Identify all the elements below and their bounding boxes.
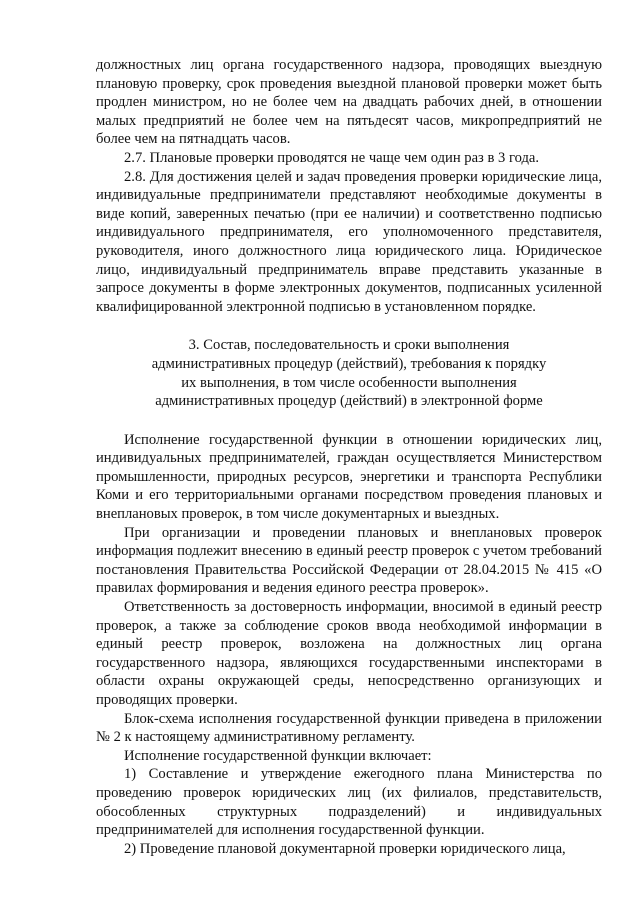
paragraph-item-1: 1) Составление и утверждение ежегодного плана Министерства по проведению проверок юридических лиц (их филиалов, представительств, обособленных структурных подразделений) и индивидуальных предпринимателей для исполнения государственной функции.: [96, 766, 602, 839]
paragraph-continuation: должностных лиц органа государственного надзора, проводящих выездную плановую проверку, срок проведения выездной плановой проверки может быть продлен министром, но не более чем на двадцать рабочих дней, в отношении малых предприятий не более чем на пятьдесят часов, микропредприятий не более чем на пятнадцать часов.: [96, 57, 602, 148]
heading-line-4: административных процедур (действий) в электронной форме: [155, 393, 543, 410]
paragraph-2-7: 2.7. Плановые проверки проводятся не чаще чем один раз в 3 года.: [124, 149, 540, 166]
heading-line-3: их выполнения, в том числе особенности выполнения: [181, 374, 517, 391]
heading-line-2: административных процедур (действий), требования к порядку: [151, 355, 547, 372]
section-3-heading: [96, 336, 602, 410]
paragraph-registry: При организации и проведении плановых и внеплановых проверок информация подлежит внесению в единый реестр проверок с учетом требований постановления Правительства Российской Федерации от 28.04.2015 № 415 «О правилах формирования и ведения единого реестра проверок».: [96, 524, 602, 597]
paragraph-responsibility: Ответственность за достоверность информации, вносимой в единый реестр проверок, а также за соблюдение сроков ввода необходимой информации в единый реестр проверок, возложена на должностных лиц органа государственного надзора, являющихся государственными инспекторами в области охраны окружающей среды, непосредственно организующих и проводящих проверки.: [96, 599, 602, 708]
paragraph-execution: Исполнение государственной функции в отношении юридических лиц, индивидуальных предпринимателей, граждан осуществляется Министерством промышленности, природных ресурсов, энергетики и транспорта Республики Коми и его территориальными органами посредством проведения плановых и внеплановых проверок, в том числе документарных и выездных.: [96, 431, 602, 523]
paragraph-flowchart: Блок-схема исполнения государственной функции приведена в приложении № 2 к настоящему административному регламенту.: [96, 710, 602, 746]
paragraph-includes: Исполнение государственной функции включает:: [124, 747, 432, 764]
paragraph-2-8: 2.8. Для достижения целей и задач проведения проверки юридические лица, индивидуальные предприниматели представляют необходимые документы в виде копий, заверенных печатью (при ее наличии) и соответственно подписью индивидуального предпринимателя, его уполномоченного представителя, руководителя, иного должностного лица юридического лица. Юридическое лицо, индивидуальный предприниматель вправе представить указанные в запросе документы в форме электронных документов, подписанных усиленной квалифицированной электронной подписью в установленном порядке.: [96, 168, 602, 315]
paragraph-item-2: 2) Проведение плановой документарной проверки юридического лица,: [124, 840, 566, 857]
heading-line-1: 3. Состав, последовательность и сроки выполнения: [188, 337, 510, 354]
